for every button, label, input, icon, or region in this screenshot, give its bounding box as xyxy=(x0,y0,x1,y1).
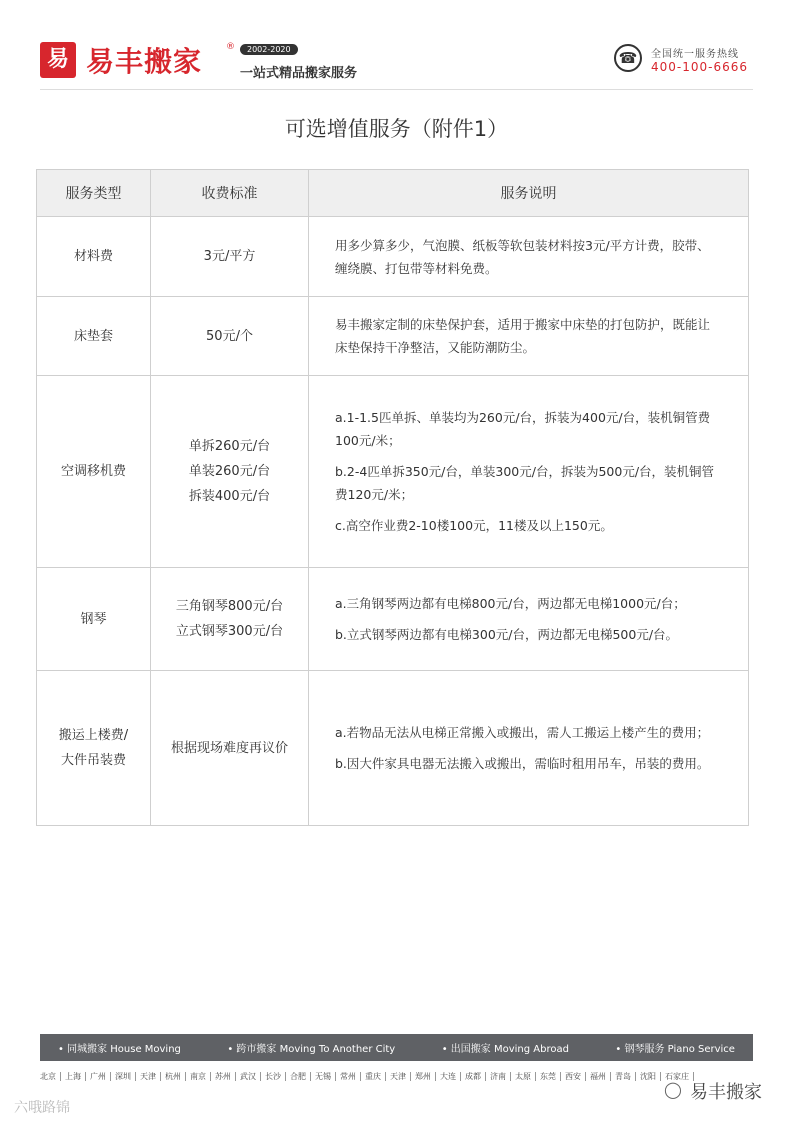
description-paragraph: a.若物品无法从电梯正常搬入或搬出，需人工搬运上楼产生的费用； xyxy=(335,725,710,740)
brand-slogan: 一站式精品搬家服务 xyxy=(240,66,358,81)
row-type xyxy=(37,671,151,826)
footer-city-item: 西安 xyxy=(561,1072,586,1081)
footer-city-item: 太原 xyxy=(511,1072,536,1081)
row-description xyxy=(309,671,749,826)
footer-city-item: 福州 xyxy=(586,1072,611,1081)
table-header-row xyxy=(37,170,749,217)
footer-city-item: 青岛 xyxy=(611,1072,636,1081)
row-type: 空调移机费 xyxy=(37,376,151,568)
type-line: 大件吊装费 xyxy=(60,753,126,768)
page-header xyxy=(40,40,753,90)
phone-icon: ☎ xyxy=(614,44,642,72)
footer-city-item: 长沙 xyxy=(261,1072,286,1081)
row-description xyxy=(309,217,749,297)
description-paragraph: a.1-1.5匹单拆、单装均为260元/台，拆装为400元/台，装机铜管费100元/米； xyxy=(335,410,711,448)
table-row xyxy=(37,671,749,826)
hotline-number: 400-100-6666 xyxy=(651,60,749,74)
services-table xyxy=(36,169,749,826)
row-price: 50元/个 xyxy=(151,297,309,376)
wechat-icon: ◯ xyxy=(664,1080,682,1099)
footer-city-item: 深圳 xyxy=(111,1072,136,1081)
price-line: 单拆260元/台 xyxy=(188,439,271,454)
column-header-type: 服务类型 xyxy=(37,170,151,217)
row-price: 3元/平方 xyxy=(151,217,309,297)
watermark-left: 六哦路锦 xyxy=(14,1100,70,1116)
watermark-right: 易丰搬家 xyxy=(690,1082,762,1103)
footer-city-item: 石家庄 xyxy=(661,1072,694,1081)
table-row xyxy=(37,376,749,568)
row-type: 钢琴 xyxy=(37,568,151,671)
description-paragraph: b.因大件家具电器无法搬入或搬出，需临时租用吊车，吊装的费用。 xyxy=(335,756,710,771)
footer-city-item: 常州 xyxy=(336,1072,361,1081)
footer-city-item: 合肥 xyxy=(286,1072,311,1081)
footer-city-list xyxy=(40,1071,694,1082)
footer-city-item: 苏州 xyxy=(211,1072,236,1081)
footer-city-item: 天津 xyxy=(386,1072,411,1081)
description-paragraph: b.2-4匹单拆350元/台，单装300元/台，拆装为500元/台，装机铜管费120元/米； xyxy=(335,464,715,502)
row-description xyxy=(309,297,749,376)
footer-services-bar xyxy=(40,1034,753,1061)
footer-city-item: 大连 xyxy=(436,1072,461,1081)
years-badge: 2002-2020 xyxy=(240,44,298,55)
description-paragraph: b.立式钢琴两边都有电梯300元/台，两边都无电梯500元/台。 xyxy=(335,627,679,642)
row-description xyxy=(309,376,749,568)
footer-city-item: 上海 xyxy=(61,1072,86,1081)
price-line: 三角钢琴800元/台 xyxy=(175,599,284,614)
column-header-description: 服务说明 xyxy=(309,170,749,217)
row-type: 材料费 xyxy=(37,217,151,297)
type-line: 搬运上楼费/ xyxy=(58,728,129,743)
row-description xyxy=(309,568,749,671)
footer-city-item: 郑州 xyxy=(411,1072,436,1081)
footer-city-item: 杭州 xyxy=(161,1072,186,1081)
row-type: 床垫套 xyxy=(37,297,151,376)
footer-city-item: 济南 xyxy=(486,1072,511,1081)
table-row xyxy=(37,297,749,376)
footer-city-item: 天津 xyxy=(136,1072,161,1081)
table-row xyxy=(37,217,749,297)
price-line: 立式钢琴300元/台 xyxy=(175,624,284,639)
price-line: 拆装400元/台 xyxy=(188,489,271,504)
description-paragraph: 易丰搬家定制的床垫保护套，适用于搬家中床垫的打包防护，既能让床垫保持干净整洁，又能防潮防尘。 xyxy=(335,317,711,355)
description-paragraph: 用多少算多少，气泡膜、纸板等软包装材料按3元/平方计费，胶带、缠绕膜、打包带等材料免费。 xyxy=(335,237,710,276)
footer-city-item: 无锡 xyxy=(311,1072,336,1081)
footer-city-item: 北京 xyxy=(40,1072,61,1081)
description-paragraph: a.三角钢琴两边都有电梯800元/台，两边都无电梯1000元/台； xyxy=(335,596,686,611)
footer-service-item: • 同城搬家 House Moving xyxy=(58,1044,181,1055)
footer-city-item: 沈阳 xyxy=(636,1072,661,1081)
row-price xyxy=(151,376,309,568)
footer-city-item: 广州 xyxy=(86,1072,111,1081)
page-title: 可选增值服务（附件1） xyxy=(284,117,509,141)
footer-city-item: 重庆 xyxy=(361,1072,386,1081)
footer-service-item: • 跨市搬家 Moving To Another City xyxy=(227,1044,396,1055)
footer-service-item: • 钢琴服务 Piano Service xyxy=(615,1044,735,1055)
footer-city-item: 武汉 xyxy=(236,1072,261,1081)
table-row xyxy=(37,568,749,671)
row-price: 根据现场难度再议价 xyxy=(151,671,309,826)
column-header-price: 收费标准 xyxy=(151,170,309,217)
footer-city-item: 东莞 xyxy=(536,1072,561,1081)
description-paragraph: c.高空作业费2-10楼100元，11楼及以上150元。 xyxy=(335,518,613,533)
hotline-label: 全国统一服务热线 xyxy=(651,49,739,60)
row-price xyxy=(151,568,309,671)
footer-city-item: 成都 xyxy=(461,1072,486,1081)
price-line: 单装260元/台 xyxy=(188,464,271,479)
brand-name: 易丰搬家 xyxy=(86,45,203,78)
registered-mark: ® xyxy=(226,42,235,52)
footer-city-item: 南京 xyxy=(186,1072,211,1081)
header-divider xyxy=(40,89,753,90)
brand-logo: 易 xyxy=(40,42,76,78)
footer-service-item: • 出国搬家 Moving Abroad xyxy=(441,1044,569,1055)
